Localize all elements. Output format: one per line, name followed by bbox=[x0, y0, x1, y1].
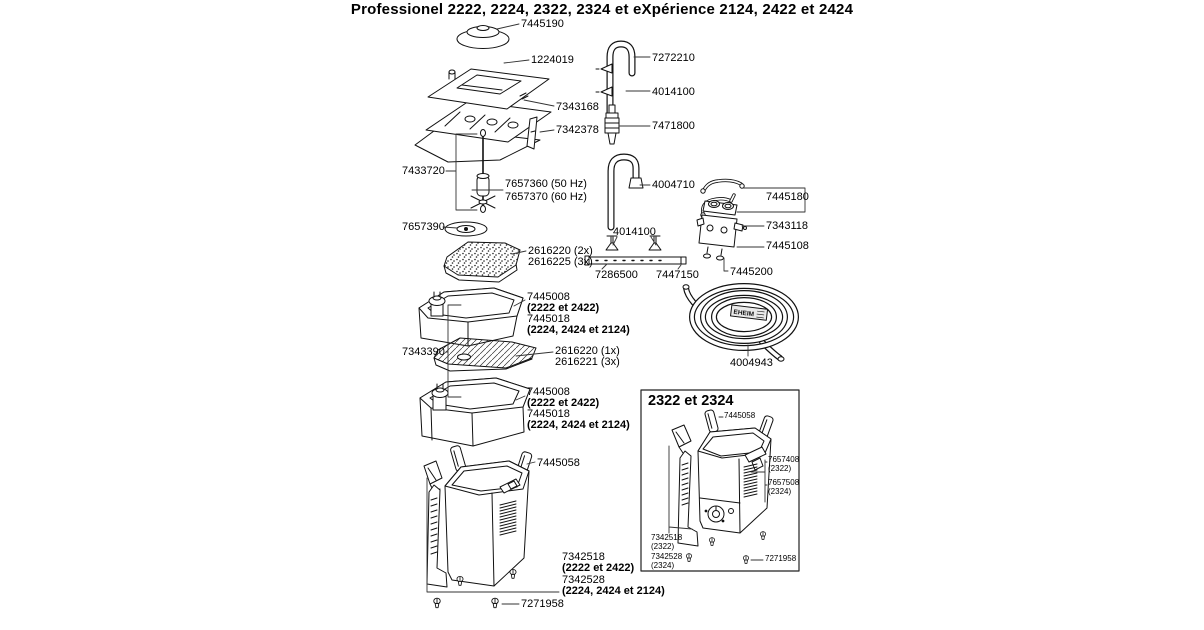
part-label-7342518: 7342518 bbox=[651, 533, 683, 542]
part-label-2616221-3x: 2616221 (3x) bbox=[555, 356, 620, 368]
hose-coil-drawing bbox=[683, 285, 796, 361]
part-label-7271958: 7271958 bbox=[521, 598, 564, 610]
part-label-7343118: 7343118 bbox=[766, 220, 809, 232]
part-label-7342378: 7342378 bbox=[556, 124, 599, 136]
part-label-2324: (2324) bbox=[651, 561, 675, 570]
adapter-drawing bbox=[697, 201, 747, 261]
part-label-7657390: 7657390 bbox=[402, 221, 445, 233]
inlet-pipe-drawing bbox=[611, 157, 643, 227]
coarse-pad-drawing bbox=[444, 242, 520, 282]
part-label-2222-et-2422: (2222 et 2422) bbox=[562, 562, 635, 574]
filter-basket-1-drawing bbox=[419, 288, 523, 346]
filter-basket-2-drawing bbox=[420, 378, 530, 446]
part-label-2616225-3x: 2616225 (3x) bbox=[528, 256, 593, 268]
part-label-7286500: 7286500 bbox=[595, 269, 638, 281]
part-label-2224-2424-et-2124: (2224, 2424 et 2124) bbox=[527, 419, 630, 431]
part-label-1224019: 1224019 bbox=[531, 54, 574, 66]
hose-band bbox=[731, 305, 768, 320]
part-label-2224-2424-et-2124: (2224, 2424 et 2124) bbox=[527, 324, 630, 336]
part-label-7445058: 7445058 bbox=[537, 457, 580, 469]
part-label-7471800: 7471800 bbox=[652, 120, 695, 132]
part-label-7445018: 7445018 bbox=[527, 313, 570, 325]
part-label-2616220-1x: 2616220 (1x) bbox=[555, 345, 620, 357]
part-label-7445200: 7445200 bbox=[730, 266, 773, 278]
part-label-7433720: 7433720 bbox=[402, 165, 445, 177]
part-label-2322: (2322) bbox=[768, 464, 792, 473]
part-label-2224-2424-et-2124: (2224, 2424 et 2124) bbox=[562, 585, 665, 597]
part-label-7271958: 7271958 bbox=[765, 554, 797, 563]
sealing-ring-drawing bbox=[445, 222, 487, 236]
part-label-7342528: 7342528 bbox=[651, 552, 683, 561]
part-label-4014100: 4014100 bbox=[613, 226, 656, 238]
part-label-7657408: 7657408 bbox=[768, 455, 800, 464]
part-label-4014100: 4014100 bbox=[652, 86, 695, 98]
part-label-7657508: 7657508 bbox=[768, 478, 800, 487]
part-label-7447150: 7447150 bbox=[656, 269, 699, 281]
part-label-7445108: 7445108 bbox=[766, 240, 809, 252]
part-label-7445190: 7445190 bbox=[521, 18, 564, 30]
hose-band-text: EHEIM bbox=[733, 308, 755, 319]
part-label-2222-et-2422: (2222 et 2422) bbox=[527, 397, 600, 409]
part-label-7343168: 7343168 bbox=[556, 101, 599, 113]
part-label-7445058: 7445058 bbox=[724, 411, 756, 420]
part-label-7445180: 7445180 bbox=[766, 191, 809, 203]
inset-heading: 2322 et 2324 bbox=[648, 393, 734, 409]
part-label-2616220-2x: 2616220 (2x) bbox=[528, 245, 593, 257]
part-label-2324: (2324) bbox=[768, 487, 792, 496]
part-label-4004710: 4004710 bbox=[652, 179, 695, 191]
part-label-7272210: 7272210 bbox=[652, 52, 695, 64]
page-title: Professionel 2222, 2224, 2322, 2324 et eXpérience 2124, 2422 et 2424 bbox=[350, 1, 854, 18]
part-label-7657370-60-Hz: 7657370 (60 Hz) bbox=[505, 191, 587, 203]
inset-canister-drawing bbox=[672, 409, 774, 563]
part-label-7342518: 7342518 bbox=[562, 551, 605, 563]
part-label-2322: (2322) bbox=[651, 542, 675, 551]
part-label-7342528: 7342528 bbox=[562, 574, 605, 586]
part-label-4004943: 4004943 bbox=[730, 357, 773, 369]
part-label-7445018: 7445018 bbox=[527, 408, 570, 420]
canister-drawing bbox=[424, 445, 532, 608]
spray-bar-drawing bbox=[585, 256, 686, 265]
part-label-7343390: 7343390 bbox=[402, 346, 445, 358]
part-label-7657360-50-Hz: 7657360 (50 Hz) bbox=[505, 178, 587, 190]
part-label-2222-et-2422: (2222 et 2422) bbox=[527, 302, 600, 314]
part-label-7445008: 7445008 bbox=[527, 291, 570, 303]
part-label-7445008: 7445008 bbox=[527, 386, 570, 398]
outlet-pipe-drawing bbox=[610, 44, 632, 114]
